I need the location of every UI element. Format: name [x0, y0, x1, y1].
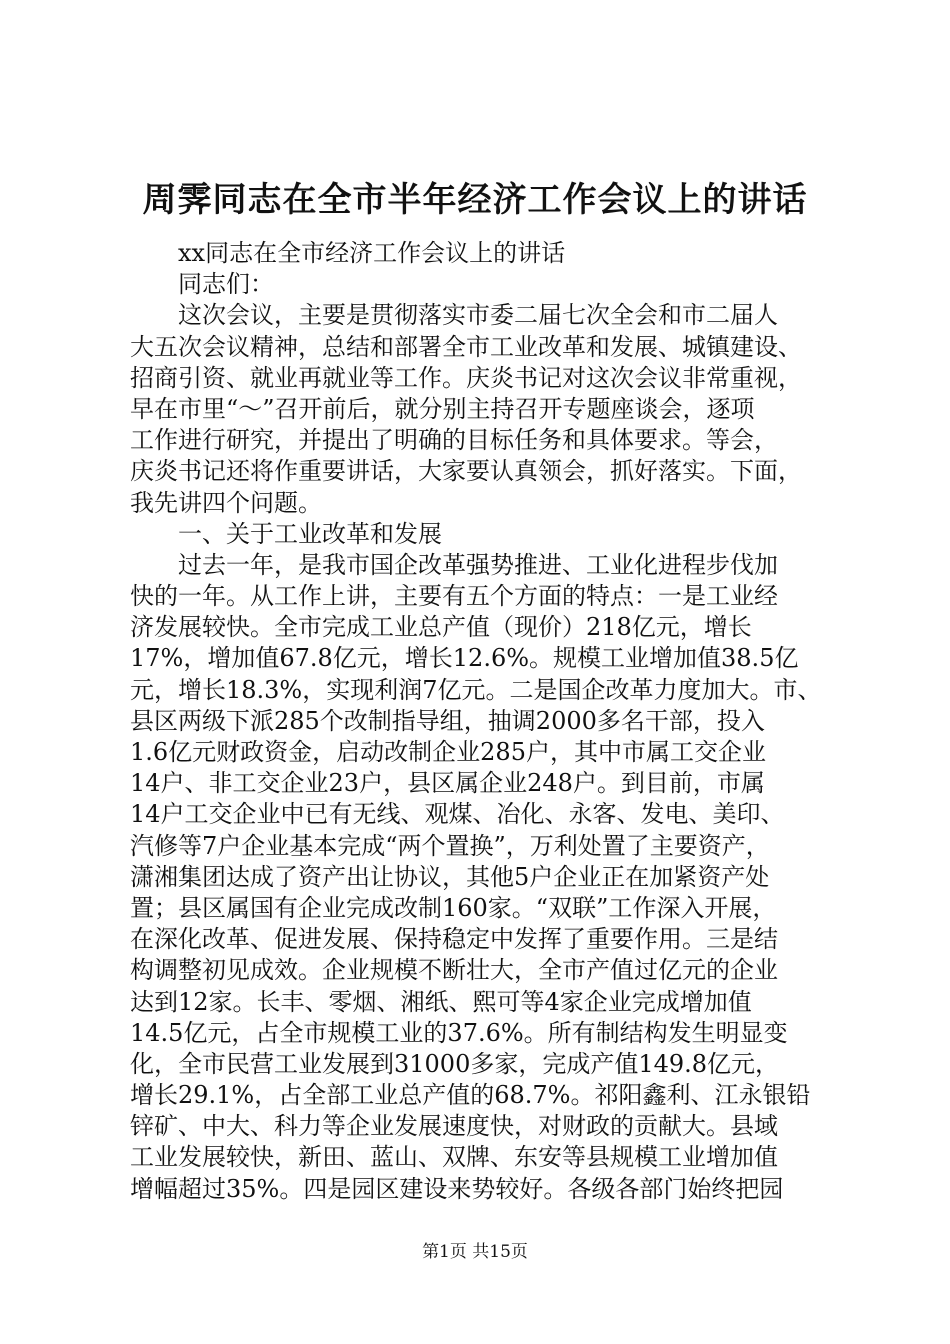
text-line: 济发展较快。全市完成工业总产值（现价）218亿元，增长 [130, 613, 752, 642]
text-line: 同志们： [178, 270, 274, 299]
text-line: 一、关于工业改革和发展 [178, 519, 442, 548]
text-line: 县区两级下派285个改制指导组，抽调2000多名干部，投入 [130, 706, 765, 735]
text-line: 招商引资、就业再就业等工作。庆炎书记对这次会议非常重视， [130, 363, 802, 392]
text-line: 这次会议，主要是贯彻落实市委二届七次全会和市二届人 [178, 301, 778, 330]
text-line: 大五次会议精神，总结和部署全市工业改革和发展、城镇建设、 [130, 332, 802, 361]
text-line: 潇湘集团达成了资产出让协议，其他5户企业正在加紧资产处 [130, 862, 770, 891]
text-line: 14.5亿元，占全市规模工业的37.6%。所有制结构发生明显变 [130, 1018, 788, 1047]
text-line: 早在市里“～”召开前后，就分别主持召开专题座谈会，逐项 [130, 394, 755, 423]
text-line: 14户工交企业中已有无线、观煤、冶化、永客、发电、美印、 [130, 800, 785, 829]
text-line: 17%，增加值67.8亿元，增长12.6%。规模工业增加值38.5亿 [130, 644, 799, 673]
text-line: 置；县区属国有企业完成改制160家。“双联”工作深入开展， [130, 893, 777, 922]
document-title: 周霁同志在全市半年经济工作会议上的讲话 [142, 180, 808, 220]
text-line: 达到12家。长丰、零烟、湘纸、熙可等4家企业完成增加值 [130, 987, 752, 1016]
text-line: 14户、非工交企业23户，县区属企业248户。到目前，市属 [130, 769, 765, 798]
text-line: 过去一年，是我市国企改革强势推进、工业化进程步伐加 [178, 550, 778, 579]
text-line: 增幅超过35%。四是园区建设来势较好。各级各部门始终把园 [130, 1174, 784, 1203]
text-line: 锌矿、中大、科力等企业发展速度快，对财政的贡献大。县域 [130, 1112, 778, 1141]
document-body [130, 238, 830, 1205]
text-line: 元，增长18.3%，实现利润7亿元。二是国企改革力度加大。市、 [130, 675, 822, 704]
text-line: 我先讲四个问题。 [130, 488, 322, 517]
text-line: 增长29.1%，占全部工业总产值的68.7%。祁阳鑫利、江永银铅 [130, 1081, 811, 1110]
text-line: 化，全市民营工业发展到31000多家，完成产值149.8亿元， [130, 1049, 780, 1078]
text-line: 快的一年。从工作上讲，主要有五个方面的特点：一是工业经 [130, 582, 778, 611]
text-line: 工业发展较快，新田、蓝山、双牌、东安等县规模工业增加值 [130, 1143, 778, 1172]
text-line: 汽修等7户企业基本完成“两个置换”，万利处置了主要资产， [130, 831, 770, 860]
text-line: xx同志在全市经济工作会议上的讲话 [178, 239, 566, 267]
page-footer: 第1页 共15页 [422, 1242, 528, 1262]
text-line: 构调整初见成效。企业规模不断壮大，全市产值过亿元的企业 [130, 956, 778, 985]
text-line: 1.6亿元财政资金，启动改制企业285户，其中市属工交企业 [130, 738, 766, 766]
text-line: 工作进行研究，并提出了明确的目标任务和具体要求。等会， [130, 426, 778, 455]
text-line: 庆炎书记还将作重要讲话，大家要认真领会，抓好落实。下面， [130, 457, 802, 486]
text-line: 在深化改革、促进发展、保持稳定中发挥了重要作用。三是结 [130, 925, 778, 954]
